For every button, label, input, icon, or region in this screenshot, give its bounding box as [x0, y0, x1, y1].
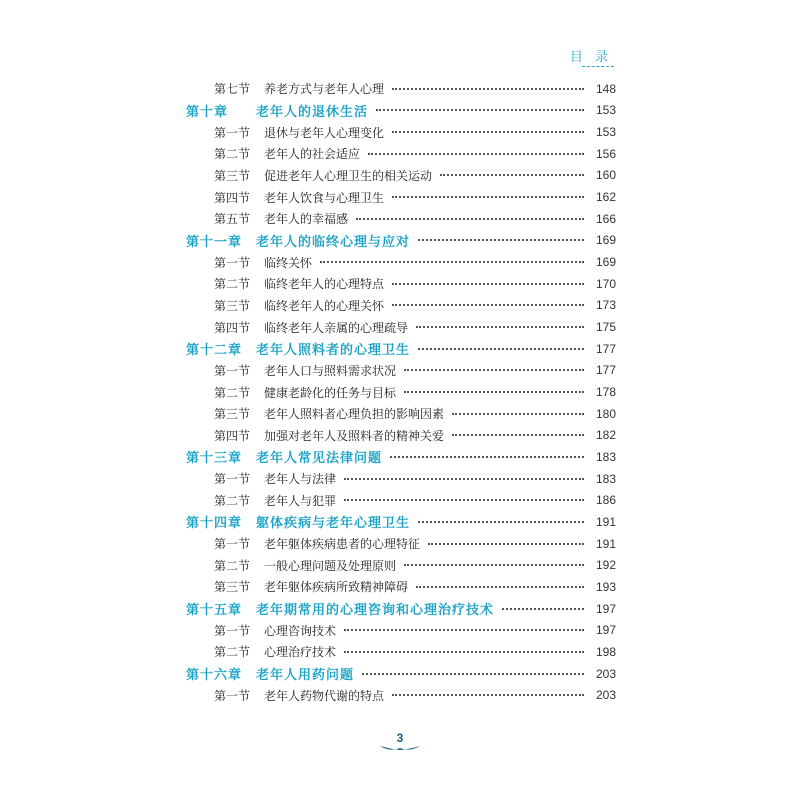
page-ref: 148: [595, 81, 616, 96]
page-ref: 169: [595, 233, 616, 248]
toc-chapter-row[interactable]: [186, 598, 616, 620]
page-ref: 170: [595, 276, 616, 291]
section-title: 心理咨询技术: [264, 623, 337, 638]
toc-chapter-row[interactable]: [186, 446, 616, 468]
toc-header-title: 目 录: [569, 50, 612, 65]
toc-section-row[interactable]: [186, 641, 616, 663]
section-number: 第一节: [214, 255, 251, 270]
section-title: 老年人药物代谢的特点: [264, 688, 385, 703]
section-number: 第三节: [214, 407, 251, 422]
section-number: 第二节: [214, 493, 251, 508]
toc-section-row[interactable]: [186, 360, 616, 382]
dot-leader: [416, 586, 584, 588]
dot-leader: [416, 326, 584, 328]
section-title: 健康老龄化的任务与目标: [264, 385, 397, 400]
section-title: 一般心理问题及处理原则: [264, 558, 397, 573]
toc-section-row[interactable]: [186, 619, 616, 641]
toc-section-row[interactable]: [186, 78, 616, 100]
dot-leader: [452, 434, 584, 436]
dot-leader: [392, 88, 584, 90]
section-title: 老年人的幸福感: [264, 212, 349, 227]
section-title: 促进老年人心理卫生的相关运动: [264, 168, 433, 183]
page-ref: 169: [595, 255, 616, 270]
chapter-number: 第十六章: [186, 668, 243, 684]
section-title: 老年躯体疾病所致精神障碍: [264, 580, 409, 595]
toc-chapter-row[interactable]: [186, 511, 616, 533]
chapter-number: 第十二章: [186, 343, 243, 359]
section-number: 第一节: [214, 472, 251, 487]
toc-section-row[interactable]: [186, 121, 616, 143]
dot-leader: [344, 651, 584, 653]
dot-leader: [418, 348, 584, 350]
page-ref: 198: [595, 644, 616, 659]
dot-leader: [362, 673, 584, 675]
section-number: 第五节: [214, 212, 251, 227]
section-title: 退休与老年人心理变化: [264, 125, 385, 140]
page-ref: 160: [595, 168, 616, 183]
chapter-title: 老年期常用的心理咨询和心理治疗技术: [256, 603, 495, 619]
section-number: 第一节: [214, 363, 251, 378]
section-title: 临终老年人的心理特点: [264, 277, 385, 292]
table-of-contents: [186, 78, 616, 706]
page-ref: 180: [595, 406, 616, 421]
dot-leader: [418, 521, 584, 523]
section-title: 老年人照料者心理负担的影响因素: [264, 407, 445, 422]
page-number: 3: [396, 731, 404, 745]
section-title: 临终老年人亲属的心理疏导: [264, 320, 409, 335]
chapter-title: 老年人的退休生活: [256, 104, 369, 120]
section-number: 第四节: [214, 320, 251, 335]
section-number: 第二节: [214, 558, 251, 573]
toc-section-row[interactable]: [186, 489, 616, 511]
toc-section-row[interactable]: [186, 684, 616, 706]
page-ref: 177: [595, 341, 616, 356]
dot-leader: [392, 283, 584, 285]
chapter-title: 老年人照料者的心理卫生: [256, 343, 411, 359]
chapter-title: 老年人常见法律问题: [256, 451, 383, 467]
dot-leader: [356, 218, 584, 220]
toc-section-row[interactable]: [186, 425, 616, 447]
page-ref: 177: [595, 363, 616, 378]
page-ref: 153: [595, 125, 616, 140]
dot-leader: [452, 413, 584, 415]
toc-section-row[interactable]: [186, 381, 616, 403]
dot-leader: [344, 499, 584, 501]
chapter-number: 第十三章: [186, 451, 243, 467]
section-title: 老年人的社会适应: [264, 147, 361, 162]
page-ref: 153: [595, 103, 616, 118]
toc-section-row[interactable]: [186, 554, 616, 576]
page-footer: [370, 732, 430, 752]
page-ref: 156: [595, 146, 616, 161]
dot-leader: [404, 564, 584, 566]
toc-section-row[interactable]: [186, 251, 616, 273]
chapter-title: 躯体疾病与老年心理卫生: [256, 516, 411, 532]
page-ref: 178: [595, 385, 616, 400]
chapter-number: 第十章: [186, 104, 229, 120]
dot-leader: [392, 694, 584, 696]
page-ref: 162: [595, 190, 616, 205]
page-ref: 203: [595, 666, 616, 681]
section-title: 老年人饮食与心理卫生: [264, 190, 385, 205]
section-title: 临终关怀: [264, 255, 313, 270]
toc-chapter-row[interactable]: [186, 663, 616, 685]
dot-leader: [440, 174, 584, 176]
toc-section-row[interactable]: [186, 403, 616, 425]
section-number: 第一节: [214, 688, 251, 703]
dot-leader: [392, 131, 584, 133]
page-ref: 203: [595, 688, 616, 703]
dot-leader: [392, 196, 584, 198]
toc-section-row[interactable]: [186, 533, 616, 555]
section-number: 第三节: [214, 580, 251, 595]
page-ref: 191: [595, 536, 616, 551]
section-title: 心理治疗技术: [264, 645, 337, 660]
page-ref: 173: [595, 298, 616, 313]
chapter-number: 第十五章: [186, 603, 243, 619]
chapter-number: 第十一章: [186, 234, 243, 250]
chapter-number: 第十四章: [186, 516, 243, 532]
section-number: 第二节: [214, 277, 251, 292]
toc-section-row[interactable]: [186, 576, 616, 598]
page-ref: 192: [595, 558, 616, 573]
section-title: 老年人与犯罪: [264, 493, 337, 508]
toc-section-row[interactable]: [186, 295, 616, 317]
dot-leader: [376, 109, 584, 111]
toc-section-row[interactable]: [186, 208, 616, 230]
dot-leader: [344, 478, 584, 480]
dot-leader: [502, 608, 584, 610]
section-title: 老年躯体疾病患者的心理特征: [264, 537, 421, 552]
dot-leader: [368, 153, 584, 155]
page-ref: 193: [595, 579, 616, 594]
page-ref: 182: [595, 428, 616, 443]
section-number: 第二节: [214, 385, 251, 400]
section-number: 第一节: [214, 537, 251, 552]
section-title: 老年人与法律: [264, 472, 337, 487]
toc-section-row[interactable]: [186, 273, 616, 295]
page-ref: 183: [595, 449, 616, 464]
section-number: 第三节: [214, 298, 251, 313]
section-number: 第三节: [214, 168, 251, 183]
section-number: 第七节: [214, 82, 251, 97]
section-number: 第四节: [214, 428, 251, 443]
section-title: 临终老年人的心理关怀: [264, 298, 385, 313]
section-number: 第一节: [214, 125, 251, 140]
dot-leader: [418, 239, 584, 241]
header-underline: [582, 66, 614, 67]
toc-chapter-row[interactable]: [186, 100, 616, 122]
toc-section-row[interactable]: [186, 316, 616, 338]
section-number: 第二节: [214, 147, 251, 162]
dot-leader: [404, 391, 584, 393]
page-ref: 191: [595, 514, 616, 529]
section-number: 第二节: [214, 645, 251, 660]
dot-leader: [344, 629, 584, 631]
dot-leader: [320, 261, 584, 263]
page-ref: 183: [595, 471, 616, 486]
dot-leader: [404, 369, 584, 371]
dot-leader: [392, 304, 584, 306]
chapter-title: 老年人的临终心理与应对: [256, 234, 411, 250]
section-number: 第一节: [214, 623, 251, 638]
page-ref: 197: [595, 601, 616, 616]
page-ref: 186: [595, 493, 616, 508]
section-number: 第四节: [214, 190, 251, 205]
section-title: 老年人口与照料需求状况: [264, 363, 397, 378]
wing-ornament-icon: [378, 744, 422, 752]
dot-leader: [428, 543, 584, 545]
chapter-title: 老年人用药问题: [256, 668, 355, 684]
toc-section-row[interactable]: [186, 186, 616, 208]
section-title: 加强对老年人及照料者的精神关爱: [264, 428, 445, 443]
page-ref: 197: [595, 623, 616, 638]
page-ref: 175: [595, 320, 616, 335]
section-title: 养老方式与老年人心理: [264, 82, 385, 97]
toc-section-row[interactable]: [186, 165, 616, 187]
toc-chapter-row[interactable]: [186, 338, 616, 360]
toc-section-row[interactable]: [186, 143, 616, 165]
dot-leader: [390, 456, 584, 458]
toc-chapter-row[interactable]: [186, 230, 616, 252]
page-ref: 166: [595, 211, 616, 226]
toc-section-row[interactable]: [186, 468, 616, 490]
